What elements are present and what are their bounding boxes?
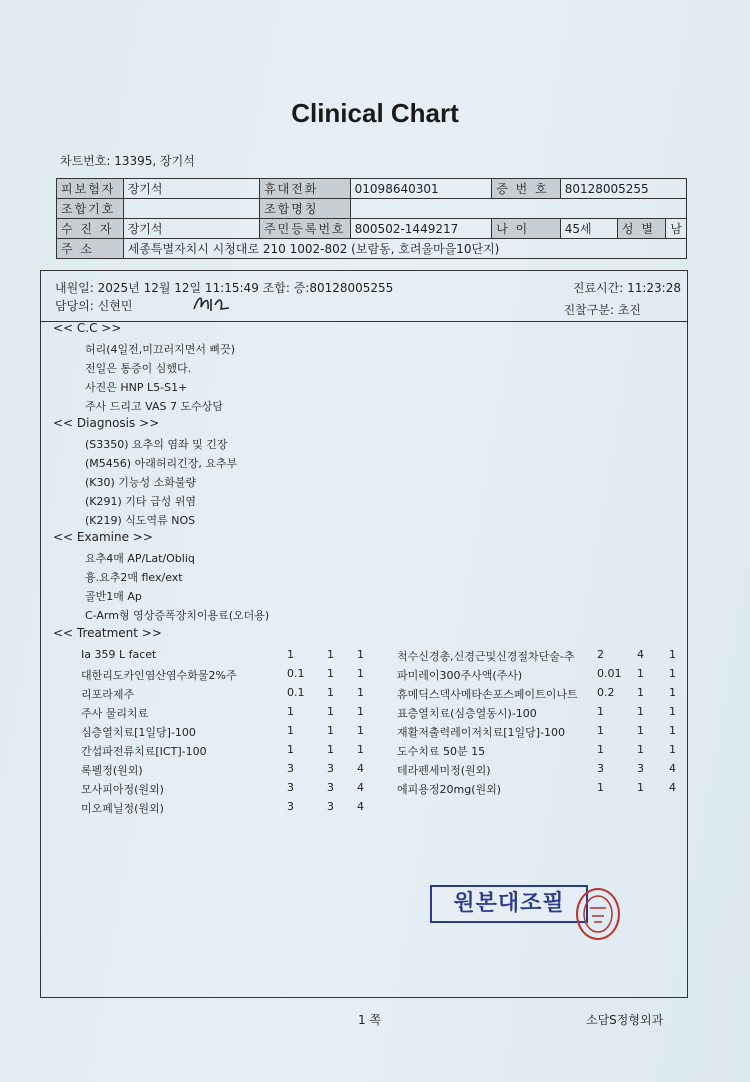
treatment-count: 3 [327, 800, 334, 813]
treatment-count: 1 [637, 724, 644, 737]
treatment-days: 4 [669, 781, 676, 794]
diagnosis-line: (S3350) 요추의 염좌 및 긴장 [85, 438, 228, 451]
treatment-qty: 1 [597, 781, 604, 794]
treatment-days: 4 [669, 762, 676, 775]
age-value: 45세 [560, 219, 617, 239]
age-label: 나 이 [492, 219, 560, 239]
cc-line: 사진은 HNP L5-S1+ [85, 381, 188, 394]
treatment-count: 1 [637, 781, 644, 794]
treatment-name: 리포라제주 [81, 688, 135, 701]
treatment-qty: 0.1 [287, 667, 305, 680]
clinic-name: 소담S정형외과 [586, 1013, 664, 1027]
cc-line: 허리(4일전,미끄러지면서 삐끗) [85, 343, 236, 356]
document-title: Clinical Chart [291, 98, 459, 128]
sex-value: 남 [666, 219, 687, 239]
treatment-name: 주사 물리치료 [81, 707, 149, 720]
sex-label: 성 별 [617, 219, 665, 239]
treatment-days: 4 [357, 800, 364, 813]
visit-time: 진료시간: 11:23:28 [572, 281, 681, 295]
treatment-qty: 0.1 [287, 686, 305, 699]
doctor-signature [191, 291, 231, 317]
treatment-name: 파미레이300주사액(주사) [397, 669, 523, 682]
treatment-qty: 1 [287, 724, 294, 737]
treatment-count: 1 [327, 648, 334, 661]
treatment-days: 1 [357, 667, 364, 680]
diagnosis-line: (K291) 기타 급성 위염 [85, 495, 197, 508]
treatment-count: 3 [327, 762, 334, 775]
treatment-count: 1 [637, 705, 644, 718]
examine-header: << Examine >> [53, 530, 153, 544]
treatment-qty: 1 [597, 705, 604, 718]
examine-line: 흉.요추2매 flex/ext [85, 571, 183, 584]
treatment-count: 1 [637, 686, 644, 699]
examine-line: 요추4매 AP/Lat/Obliq [85, 552, 195, 565]
cc-line: 전일은 통증이 심했다. [85, 362, 192, 375]
treatment-days: 4 [357, 762, 364, 775]
chart-number: 차트번호: 13395, 장기석 [60, 154, 195, 168]
treatment-qty: 1 [597, 724, 604, 737]
treatment-count: 4 [637, 648, 644, 661]
treatment-qty: 3 [597, 762, 604, 775]
treatment-days: 1 [669, 743, 676, 756]
treatment-qty: 0.2 [597, 686, 615, 699]
insured-value: 장기석 [123, 179, 259, 199]
address-label: 주 소 [57, 239, 124, 259]
treatment-days: 1 [357, 743, 364, 756]
visit-date: 내원일: 2025년 12월 12일 11:15:49 조합: 증:80128005255 [55, 281, 394, 295]
union-code-value [123, 199, 259, 219]
patient-info-table [56, 178, 687, 259]
treatment-qty: 1 [287, 743, 294, 756]
treatment-count: 1 [637, 743, 644, 756]
phone-value: 01098640301 [350, 179, 492, 199]
treatment-header: << Treatment >> [53, 626, 162, 640]
treatment-count: 3 [637, 762, 644, 775]
visit-header [41, 271, 687, 322]
union-name-value [350, 199, 686, 219]
examine-line: C-Arm형 영상증폭장치이용료(오더용) [85, 609, 270, 622]
visit-type: 진찰구분: 초진 [563, 303, 641, 317]
treatment-name: 재활저출력레이저치료[1일당]-100 [397, 726, 566, 739]
treatment-count: 3 [327, 781, 334, 794]
treatment-qty: 3 [287, 781, 294, 794]
card-label: 증 번 호 [492, 179, 560, 199]
treatment-name: 미오페닐정(원외) [81, 802, 164, 815]
treatment-count: 1 [327, 705, 334, 718]
treatment-name: 척수신경총,신경근및신경절차단술-추 [397, 650, 575, 663]
treatment-qty: 1 [287, 648, 294, 661]
treatment-count: 1 [637, 667, 644, 680]
treatment-count: 1 [327, 743, 334, 756]
clinic-seal [576, 888, 620, 940]
treatment-name: Ia 359 L facet [81, 648, 157, 661]
treatment-count: 1 [327, 686, 334, 699]
union-code-label: 조합기호 [57, 199, 124, 219]
treatment-days: 1 [357, 686, 364, 699]
treatment-name: 심층열치료[1일당]-100 [81, 726, 196, 739]
doctor-name: 담당의: 신현민 [55, 299, 133, 313]
page-number: 1 쪽 [358, 1013, 382, 1027]
cc-line: 주사 드리고 VAS 7 도수상담 [85, 400, 223, 413]
treatment-name: 테라펜세미정(원외) [397, 764, 491, 777]
union-name-label: 조합명칭 [260, 199, 351, 219]
treatment-qty: 3 [287, 800, 294, 813]
treatment-qty: 1 [287, 705, 294, 718]
treatment-name: 간섭파전류치료[ICT]-100 [81, 745, 207, 758]
phone-label: 휴대전화 [260, 179, 351, 199]
diagnosis-line: (K30) 기능성 소화불량 [85, 476, 197, 489]
examine-line: 골반1매 Ap [85, 590, 142, 603]
treatment-days: 1 [669, 705, 676, 718]
treatment-name: 도수치료 50분 15 [397, 745, 486, 758]
treatment-days: 1 [669, 648, 676, 661]
diagnosis-line: (K219) 식도역류 NOS [85, 514, 196, 527]
diagnosis-header: << Diagnosis >> [53, 416, 160, 430]
treatment-qty: 2 [597, 648, 604, 661]
treatment-days: 1 [357, 648, 364, 661]
treatment-days: 1 [357, 705, 364, 718]
treatment-qty: 0.01 [597, 667, 622, 680]
rrn-value: 800502-1449217 [350, 219, 492, 239]
treatment-days: 4 [357, 781, 364, 794]
treatment-name: 대한리도카인염산염수화물2%주 [81, 669, 237, 682]
treatment-name: 모사피아정(원외) [81, 783, 164, 796]
treatment-name: 록펠정(원외) [81, 764, 143, 777]
treatment-days: 1 [357, 724, 364, 737]
treatment-name: 에피용정20mg(원외) [397, 783, 502, 796]
treatment-qty: 1 [597, 743, 604, 756]
treatment-name: 표층열치료(심층열동시)-100 [397, 707, 537, 720]
address-value: 세종특별자치시 시청대로 210 1002-802 (보람동, 호려울마을10단지) [123, 239, 686, 259]
receiver-value: 장기석 [123, 219, 259, 239]
insured-label: 피보험자 [57, 179, 124, 199]
card-value: 80128005255 [560, 179, 686, 199]
treatment-count: 1 [327, 667, 334, 680]
treatment-days: 1 [669, 686, 676, 699]
treatment-days: 1 [669, 724, 676, 737]
treatment-count: 1 [327, 724, 334, 737]
diagnosis-line: (M5456) 아래허리긴장, 요추부 [85, 457, 238, 470]
rrn-label: 주민등록번호 [260, 219, 351, 239]
receiver-label: 수 진 자 [57, 219, 124, 239]
treatment-qty: 3 [287, 762, 294, 775]
treatment-name: 휴메딕스덱사메타손포스페이트이나트 [397, 688, 578, 701]
treatment-days: 1 [669, 667, 676, 680]
cc-header: << C.C >> [53, 321, 122, 335]
original-copy-stamp: 원본대조필 [430, 885, 588, 923]
